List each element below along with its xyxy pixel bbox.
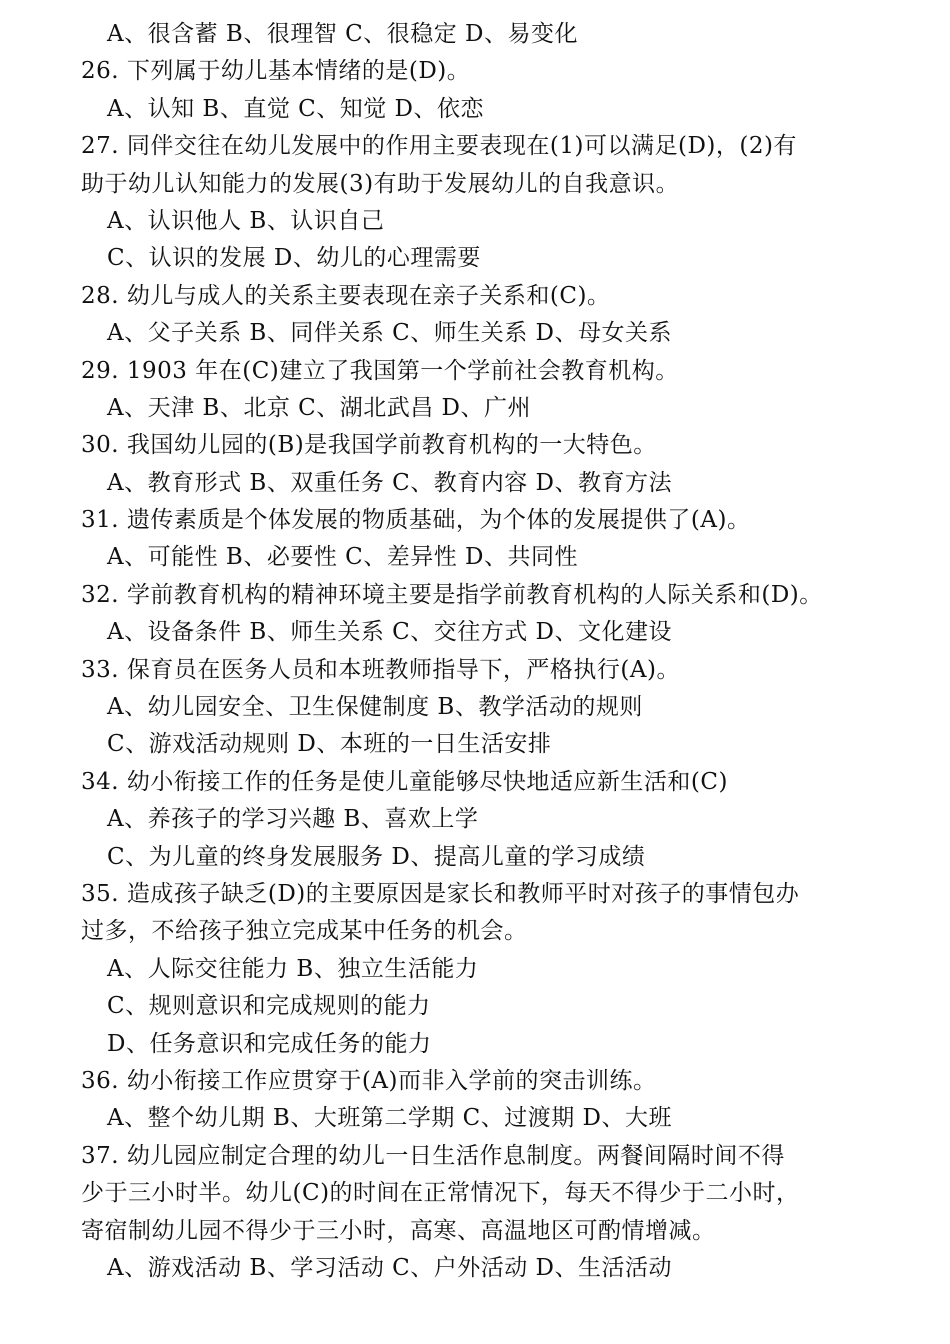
answer-options: D、任务意识和完成任务的能力	[107, 1030, 432, 1057]
question-32: 32. 学前教育机构的精神环境主要是指学前教育机构的人际关系和(D)。	[81, 581, 823, 608]
answer-options: C、认识的发展 D、幼儿的心理需要	[107, 245, 481, 272]
answer-options: A、可能性 B、必要性 C、差异性 D、共同性	[107, 544, 578, 571]
question-35: 35. 造成孩子缺乏(D)的主要原因是家长和教师平时对孩子的事情包办	[81, 880, 800, 907]
question-34: 34. 幼小衔接工作的任务是使儿童能够尽快地适应新生活和(C)	[81, 768, 728, 795]
question-33: 33. 保育员在医务人员和本班教师指导下，严格执行(A)。	[81, 656, 680, 683]
answer-options: C、规则意识和完成规则的能力	[107, 993, 431, 1020]
question-continuation: 寄宿制幼儿园不得少于三小时，高寒、高温地区可酌情增减。	[81, 1217, 716, 1244]
answer-options: A、认识他人 B、认识自己	[107, 207, 385, 234]
answer-options: A、养孩子的学习兴趣 B、喜欢上学	[107, 806, 479, 833]
answer-options: A、整个幼儿期 B、大班第二学期 C、过渡期 D、大班	[107, 1105, 672, 1132]
question-continuation: 过多，不给孩子独立完成某中任务的机会。	[81, 918, 528, 945]
answer-options: A、幼儿园安全、卫生保健制度 B、教学活动的规则	[107, 694, 643, 721]
answer-options: A、游戏活动 B、学习活动 C、户外活动 D、生活活动	[107, 1254, 672, 1281]
question-36: 36. 幼小衔接工作应贯穿于(A)而非入学前的突击训练。	[81, 1067, 657, 1094]
answer-options: A、父子关系 B、同伴关系 C、师生关系 D、母女关系	[107, 320, 672, 347]
answer-options: A、天津 B、北京 C、湖北武昌 D、广州	[107, 394, 531, 421]
answer-options: A、人际交往能力 B、独立生活能力	[107, 955, 479, 982]
question-29: 29. 1903 年在(C)建立了我国第一个学前社会教育机构。	[81, 357, 679, 384]
question-31: 31. 遗传素质是个体发展的物质基础，为个体的发展提供了(A)。	[81, 507, 751, 534]
question-continuation: 助于幼儿认知能力的发展(3)有助于发展幼儿的自我意识。	[81, 170, 680, 197]
answer-options: A、认知 B、直觉 C、知觉 D、依恋	[107, 95, 484, 122]
answer-options: A、设备条件 B、师生关系 C、交往方式 D、文化建设	[107, 619, 672, 646]
question-28: 28. 幼儿与成人的关系主要表现在亲子关系和(C)。	[81, 282, 611, 309]
answer-options: A、很含蓄 B、很理智 C、很稳定 D、易变化	[107, 21, 578, 47]
question-37: 37. 幼儿园应制定合理的幼儿一日生活作息制度。两餐间隔时间不得	[81, 1142, 785, 1169]
answer-options: C、游戏活动规则 D、本班的一日生活安排	[107, 731, 552, 758]
question-27: 27. 同伴交往在幼儿发展中的作用主要表现在(1)可以满足(D)，(2)有	[81, 133, 797, 160]
document-page	[0, 16, 950, 1287]
question-continuation: 少于三小时半。幼儿(C)的时间在正常情况下，每天不得少于二小时，	[81, 1180, 800, 1207]
answer-options: A、教育形式 B、双重任务 C、教育内容 D、教育方法	[107, 469, 672, 496]
question-30: 30. 我国幼儿园的(B)是我国学前教育机构的一大特色。	[81, 432, 657, 459]
question-26: 26. 下列属于幼儿基本情绪的是(D)。	[81, 58, 471, 85]
answer-options: C、为儿童的终身发展服务 D、提高儿童的学习成绩	[107, 843, 646, 870]
